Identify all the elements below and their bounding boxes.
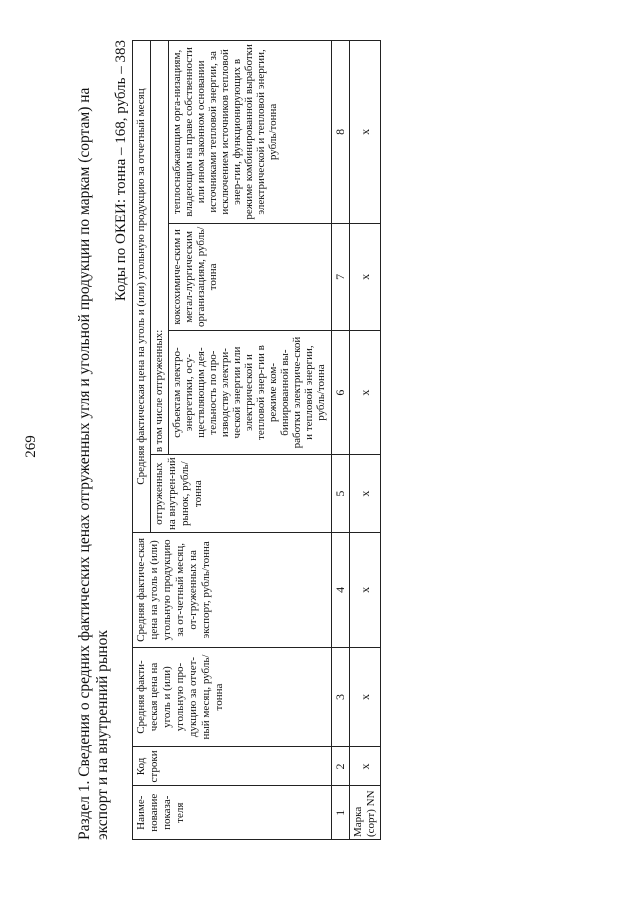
row-value: x [350, 533, 381, 647]
row-value: x [350, 455, 381, 533]
report-section [76, 40, 521, 840]
table-row [350, 41, 381, 840]
section-title: Раздел 1. Сведения о средних фактических ценах отгруженных угля и угольной продукции по маркам (сортам) на экспорт и на внутренний рынок [76, 87, 111, 840]
header-name: Наиме-нование показа-теля [133, 786, 332, 840]
column-number: 5 [332, 455, 350, 533]
column-number: 4 [332, 533, 350, 647]
row-value: x [350, 747, 381, 786]
column-number: 2 [332, 747, 350, 786]
header-coke-metallurgy: коксохимиче-ским и метал-лургическим организациям, рубль/тонна [169, 223, 332, 330]
okei-codes: Коды по ОКЕИ: тонна – 168, рубль – 383 [113, 40, 129, 302]
header-avg-price-export: Средняя фактиче-ская цена на уголь и (или) угольную продукцию за от-четный месяц, от-груженных на экспорт, рубль/тонна [133, 533, 332, 647]
column-number: 1 [332, 786, 350, 840]
header-domestic: отгруженных на внутрен-ний рынок, рубль/тонна [151, 455, 332, 533]
header-power-entities: субъектам электро-энергетики, осу-ществляющим дея-тельность по про-изводству электри-ческой энергии или электрической и тепловой энер-гии в режиме ком-бинированной вы-работки электриче-ской и тепловой энергии, рубль/тонна [169, 330, 332, 454]
column-number: 3 [332, 647, 350, 747]
column-number: 6 [332, 330, 350, 454]
row-value: x [350, 223, 381, 330]
row-value: x [350, 647, 381, 747]
column-number: 8 [332, 41, 350, 224]
header-group-domestic: Средняя фактическая цена на уголь и (или) угольную продукцию за отчетный месяц [133, 41, 151, 533]
header-avg-price: Средняя факти-ческая цена на уголь и (или) угольную про-дукцию за отчет-ный месяц, рубль/тонна [133, 647, 332, 747]
column-numbers-row [332, 41, 350, 840]
row-name: Марка (сорт) NN [350, 786, 381, 840]
page-number: 269 [22, 435, 39, 458]
row-value: x [350, 330, 381, 454]
row-value: x [350, 41, 381, 224]
prices-table [132, 40, 381, 840]
column-number: 7 [332, 223, 350, 330]
header-subgroup: в том числе отгруженных: [151, 41, 169, 455]
header-code: Код строки [133, 747, 332, 786]
header-heat-supply: теплоснабжающим орга-низациям, владеющим на праве собственности или ином законном основании источниками тепловой энергии, за исключением источников тепловой энер-гии, функционирующих в режиме комбинированной выработки электрической и тепловой энергии, рубль/тонна [169, 41, 332, 224]
